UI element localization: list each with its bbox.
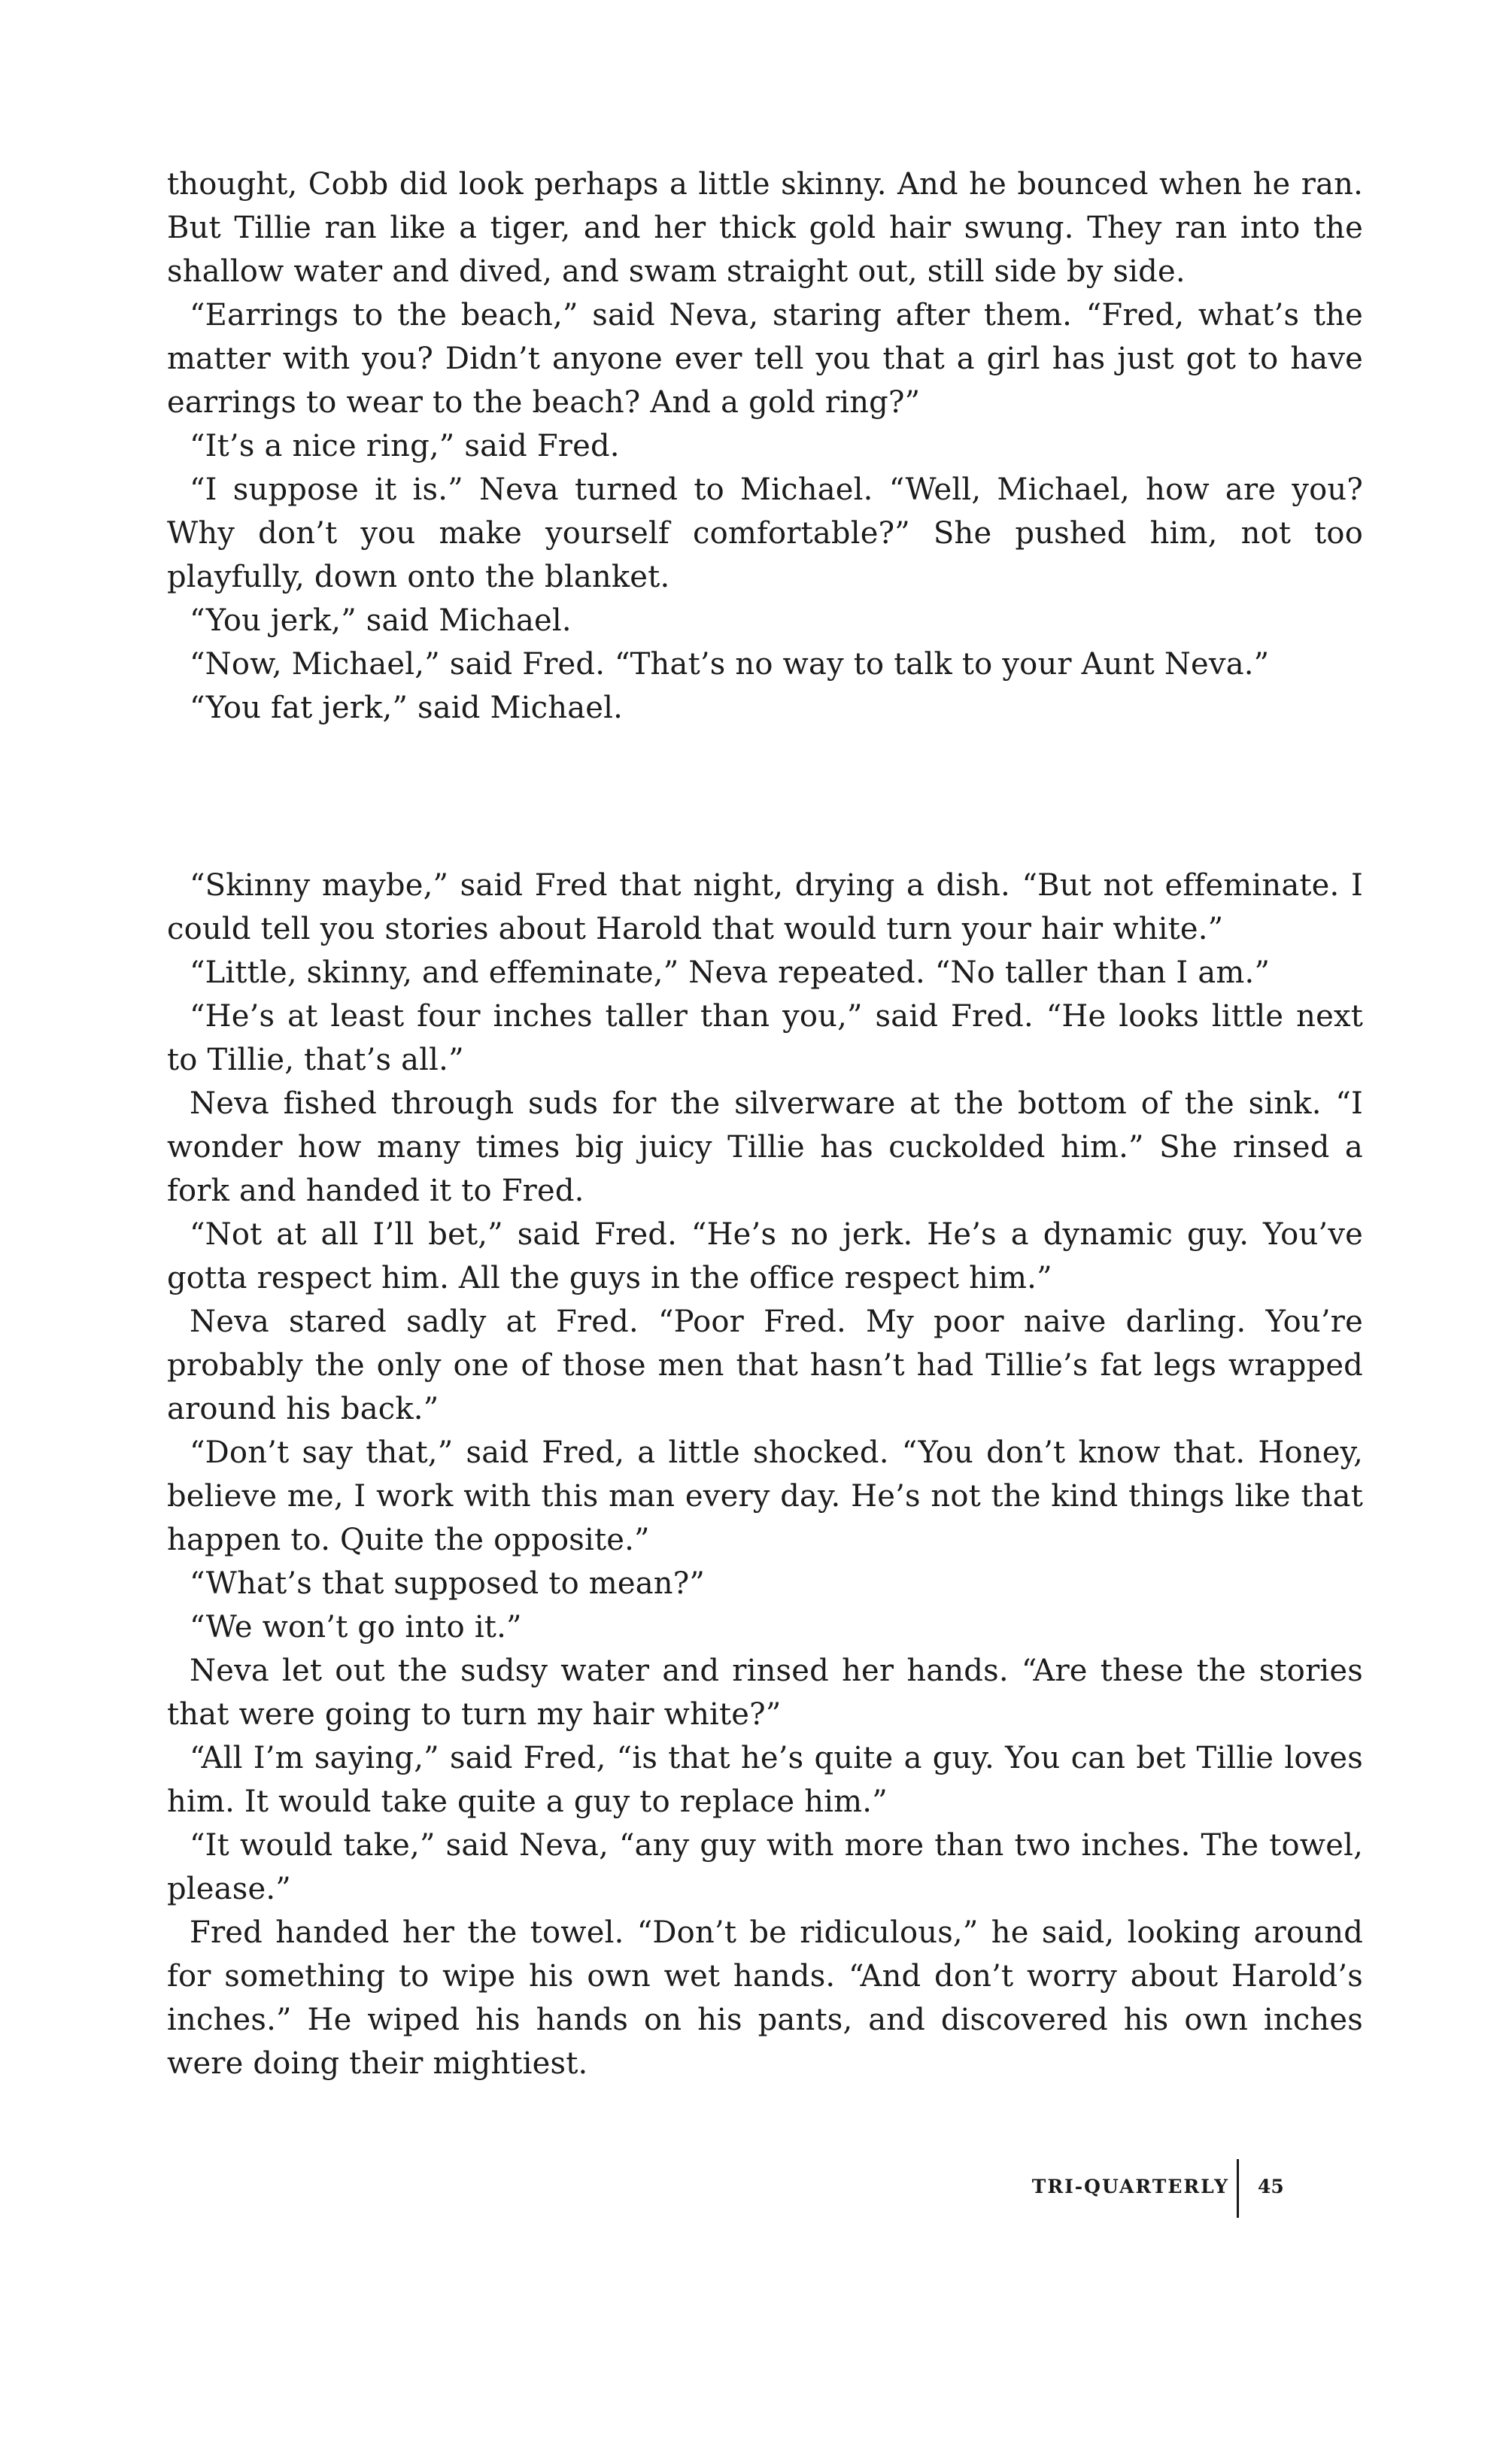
paragraph: “It’s a nice ring,” said Fred. bbox=[190, 429, 620, 463]
running-head: TRI-QUARTERLY bbox=[1031, 2176, 1229, 2197]
paragraph: “Now, Michael,” said Fred. “That’s no way to talk to your Aunt Neva.” bbox=[190, 647, 1270, 682]
paragraph: “Skinny maybe,” said Fred that night, drying a dish. “But not effeminate. I could tell you stories about Harold that would turn your hair white.” bbox=[167, 868, 1363, 946]
paragraph: “Not at all I’ll bet,” said Fred. “He’s no jerk. He’s a dynamic guy. You’ve gotta respect him. All the guys in the office respect him.” bbox=[167, 1217, 1363, 1295]
paragraph: “You fat jerk,” said Michael. bbox=[190, 691, 624, 725]
paragraph: “Little, skinny, and effeminate,” Neva repeated. “No taller than I am.” bbox=[190, 955, 1271, 990]
paragraph: “All I’m saying,” said Fred, “is that he’s quite a guy. You can bet Tillie loves him. It would take quite a guy to replace him.” bbox=[167, 1741, 1363, 1819]
paragraph: Fred handed her the towel. “Don’t be ridiculous,” he said, looking around for something to wipe his own wet hands. “And don’t worry about Harold’s inches.” He wiped his hands on his pants, and discovered his own inches were doing their mightiest. bbox=[167, 1915, 1363, 2081]
paragraph: thought, Cobb did look perhaps a little skinny. And he bounced when he ran. But Tillie ran like a tiger, and her thick gold hair swung. They ran into the shallow water and dived, and swam straight out, still side by side. bbox=[167, 167, 1363, 289]
paragraph: “It would take,” said Neva, “any guy with more than two inches. The towel, please.” bbox=[167, 1828, 1363, 1906]
page-footer bbox=[963, 2159, 1384, 2212]
paragraph: “What’s that supposed to mean?” bbox=[190, 1566, 706, 1601]
paragraph: Neva stared sadly at Fred. “Poor Fred. My poor naive darling. You’re probably the only one of those men that hasn’t had Tillie’s fat legs wrapped around his back.” bbox=[167, 1304, 1363, 1426]
paragraph: Neva let out the sudsy water and rinsed her hands. “Are these the stories that were going to turn my hair white?” bbox=[167, 1654, 1363, 1732]
paragraph: “I suppose it is.” Neva turned to Michael. “Well, Michael, how are you? Why don’t you make yourself comfortable?” She pushed him, not too playfully, down onto the blanket. bbox=[167, 472, 1363, 594]
text-section-kitchen bbox=[167, 864, 1363, 2085]
footer-divider bbox=[1237, 2159, 1239, 2218]
page-number: 45 bbox=[1258, 2176, 1284, 2197]
paragraph: “Earrings to the beach,” said Neva, staring after them. “Fred, what’s the matter with you? Didn’t anyone ever tell you that a girl has just got to have earrings to wear to the beach? And a gold ring?” bbox=[167, 298, 1363, 420]
paragraph: “You jerk,” said Michael. bbox=[190, 603, 572, 638]
paragraph: “Don’t say that,” said Fred, a little shocked. “You don’t know that. Honey, believe me, I work with this man every day. He’s not the kind things like that happen to. Quite the opposite.” bbox=[167, 1435, 1363, 1557]
paragraph: Neva fished through suds for the silverware at the bottom of the sink. “I wonder how many times big juicy Tillie has cuckolded him.” She rinsed a fork and handed it to Fred. bbox=[167, 1086, 1363, 1208]
paragraph: “We won’t go into it.” bbox=[190, 1610, 522, 1645]
text-section-beach bbox=[167, 162, 1363, 730]
paragraph: “He’s at least four inches taller than you,” said Fred. “He looks little next to Tillie, that’s all.” bbox=[167, 999, 1363, 1077]
